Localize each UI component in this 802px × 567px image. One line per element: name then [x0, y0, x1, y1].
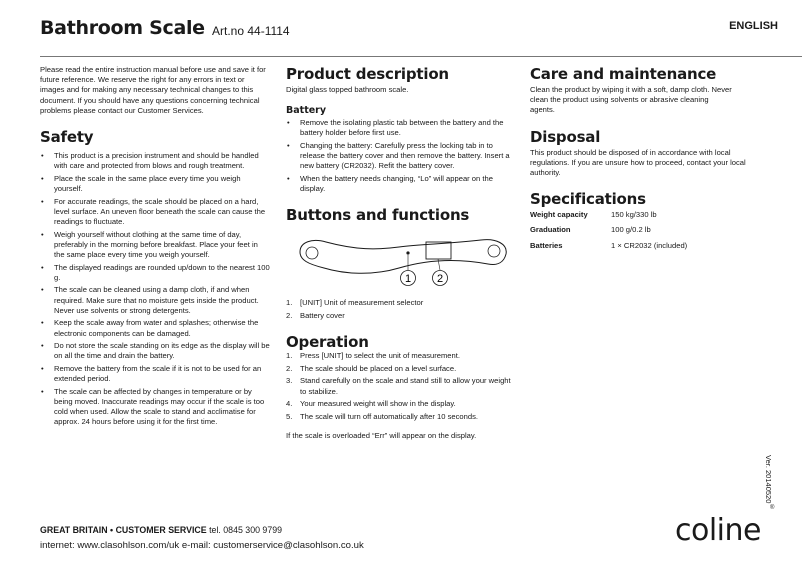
service-tel: tel. 0845 300 9799 — [209, 525, 282, 535]
list-item: 5. The scale will turn off automatically after 10 seconds. — [286, 411, 478, 421]
list-item: • Remove the isolating plastic tab between the battery and the battery holder before first use. — [286, 118, 512, 138]
list-item: 2. The scale should be placed on a level surface. — [286, 363, 457, 373]
article-number: Art.no 44-1114 — [212, 24, 290, 38]
list-item: 3. Stand carefully on the scale and stand still to allow your weight to stabilize. — [286, 376, 511, 396]
care-heading: Care and maintenance — [530, 65, 717, 83]
operation-note: If the scale is overloaded “Err” will appear on the display. — [286, 430, 477, 440]
buttons-list — [286, 298, 512, 321]
contact-line: internet: www.clasohlson.com/uk e-mail: customerservice@clasohlson.co.uk — [40, 540, 364, 551]
specs-table — [530, 210, 760, 251]
list-item: • This product is a precision instrument and should be handled with care and protected from blows and rough treatment. — [40, 151, 270, 171]
disposal-text: This product should be disposed of in accordance with local regulations. If you are unsure how to proceed, contact your local authority. — [530, 147, 746, 178]
battery-heading: Battery — [286, 105, 327, 117]
registered-mark: ® — [770, 505, 775, 511]
product-heading: Product description — [286, 65, 449, 83]
unit-button — [406, 252, 409, 255]
buttons-heading: Buttons and functions — [286, 206, 470, 225]
spec-row — [530, 225, 760, 235]
version-label: Ver. 20140520 — [764, 455, 773, 504]
product-text: Digital glass topped bathroom scale. — [286, 85, 409, 94]
battery-list — [286, 118, 512, 194]
list-item: • Keep the scale away from water and splashes; otherwise the electronic components can be damaged. — [40, 318, 270, 338]
spec-label: Graduation — [530, 225, 571, 235]
intro-text: Please read the entire instruction manual before use and save it for future reference. We reserve the right for any errors in text or images and for making any necessary technical changes to this document. If you should have any questions concerning technical problems please contact our Customer Services. — [40, 65, 266, 115]
safety-heading: Safety — [40, 128, 94, 147]
column-right — [530, 65, 760, 256]
foot-left — [306, 247, 318, 259]
list-item: • The displayed readings are rounded up/down to the nearest 100 g. — [40, 263, 270, 283]
list-item: • For accurate readings, the scale should be placed on a hard, level surface. An uneven floor beneath the scale can cause the readings to fluctuate. — [40, 197, 270, 228]
column-middle — [286, 65, 512, 441]
operation-list — [286, 351, 512, 422]
list-item: 1. Press [UNIT] to select the unit of measurement. — [286, 351, 460, 361]
list-item: • Weigh yourself without clothing at the same time of day, preferably in the morning before breakfast. Place your feet in the same place every time you weigh yourself. — [40, 230, 270, 261]
scale-diagram — [286, 230, 512, 292]
spec-row — [530, 210, 760, 220]
spec-value: 100 g/0.2 lb — [611, 225, 651, 235]
disposal-heading: Disposal — [530, 127, 601, 146]
operation-heading: Operation — [286, 333, 369, 352]
safety-list — [40, 151, 270, 428]
list-item: • Changing the battery: Carefully press the locking tab in to release the battery cover and then remove the battery. Insert a new battery (CR2032). Refit the battery cover. — [286, 141, 512, 172]
list-item: • The scale can be affected by changes in temperature or by being moved. Inaccurate readings may occur if the scale is too cold when used. Allow the scale to stand and acclimatise for approx. 24 hours before using it for the first time. — [40, 387, 270, 428]
column-left — [40, 65, 270, 430]
list-item: • Remove the battery from the scale if it is not to be used for an extended period. — [40, 364, 270, 384]
brand-logo: coline — [675, 513, 761, 548]
specs-heading: Specifications — [530, 190, 646, 209]
spec-row — [530, 241, 760, 251]
list-item: • Do not store the scale standing on its edge as the display will be on all the time and drain the battery. — [40, 341, 270, 361]
foot-right — [488, 245, 500, 257]
list-item: • Place the scale in the same place every time you weigh yourself. — [40, 174, 270, 194]
spec-value: 1 × CR2032 (included) — [611, 240, 688, 250]
list-item: 1. [UNIT] Unit of measurement selector — [286, 298, 424, 308]
callout-2-label: 2 — [436, 273, 444, 286]
callout-1-label: 1 — [404, 273, 412, 286]
spec-value: 150 kg/330 lb — [611, 210, 657, 220]
spec-label: Weight capacity — [530, 210, 588, 220]
list-item: 2. Battery cover — [286, 311, 345, 320]
list-item: • When the battery needs changing, “Lo” will appear on the display. — [286, 174, 512, 194]
page-title: Bathroom Scale — [40, 17, 205, 39]
list-item: • The scale can be cleaned using a damp cloth, if and when required. Make sure that no moisture gets inside the product. Never use solvents or strong detergents. — [40, 285, 270, 316]
header-divider — [40, 56, 802, 57]
customer-service — [40, 525, 282, 535]
spec-label: Batteries — [530, 240, 563, 250]
scale-body-outline — [300, 240, 506, 274]
care-text: Clean the product by wiping it with a soft, damp cloth. Never clean the product using solvents or abrasive cleaning agents. — [530, 85, 732, 115]
list-item: 4. Your measured weight will show in the display. — [286, 399, 456, 409]
language-label: ENGLISH — [729, 20, 778, 32]
service-label: GREAT BRITAIN • CUSTOMER SERVICE — [40, 525, 207, 535]
